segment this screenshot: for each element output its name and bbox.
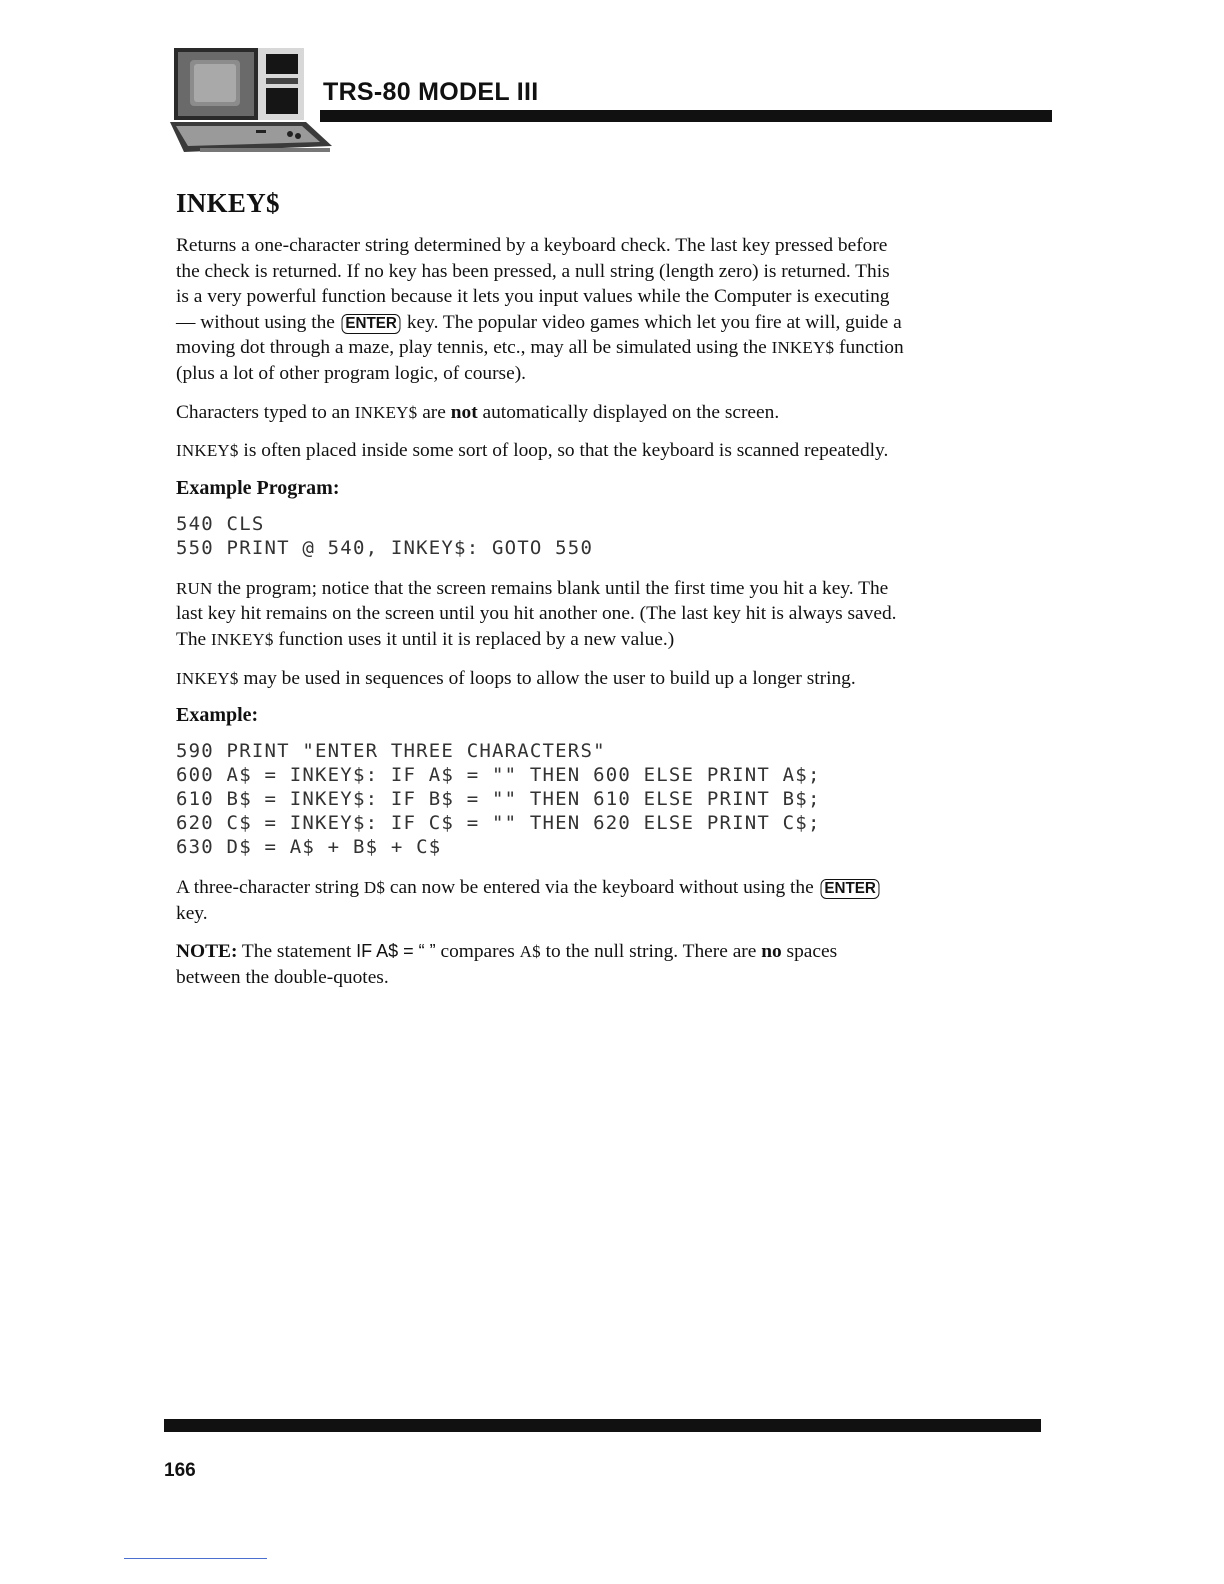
header-title: TRS-80 MODEL III: [323, 78, 539, 106]
loop-text: is often placed inside some sort of loop, so that the keyboard is scanned repeatedly.: [238, 440, 889, 462]
three-char-text-1: A three-character string: [176, 877, 364, 899]
page-header: [170, 42, 1052, 162]
intro-text-3: function (plus a lot of other program logic, of course).: [176, 337, 904, 384]
sequence-paragraph: [176, 666, 906, 692]
note-paragraph: [176, 939, 906, 990]
intro-paragraph: [176, 233, 906, 387]
note-text-4: spaces between the double-quotes.: [176, 941, 838, 988]
run-paragraph: [176, 576, 906, 653]
page-content: [176, 188, 906, 1004]
display-paragraph: [176, 400, 906, 426]
inkey-keyword: INKEY$: [176, 441, 239, 461]
code-line: 600 A$ = INKEY$: IF A$ = "" THEN 600 ELSE PRINT A$;: [176, 764, 821, 787]
inkey-keyword: INKEY$: [211, 629, 274, 649]
note-text-3: to the null string. There are: [540, 941, 762, 963]
code-line: 550 PRINT @ 540, INKEY$: GOTO 550: [176, 536, 594, 559]
code-line: 620 C$ = INKEY$: IF C$ = "" THEN 620 ELSE PRINT C$;: [176, 812, 821, 835]
emphasis-not: not: [450, 401, 478, 423]
run-text-1: the program; notice that the screen remains blank until the first time you hit a key. The last key hit remains on the screen until you hit another one. (The last key hit is always saved. The: [176, 577, 897, 650]
example-heading: Example:: [176, 704, 259, 727]
page-number: 166: [164, 1460, 196, 1481]
display-text-2: are: [417, 401, 451, 423]
note-label: NOTE:: [176, 941, 238, 963]
enter-key-icon: ENTER: [341, 314, 400, 334]
header-rule: [320, 110, 1052, 122]
note-statement: IF A$ = “ ”: [356, 941, 436, 962]
code-block-1: [176, 512, 906, 560]
example-program-heading: Example Program:: [176, 476, 340, 499]
display-text-1: Characters typed to an: [176, 401, 355, 423]
sequence-text: may be used in sequences of loops to allow the user to build up a longer string.: [238, 667, 856, 689]
loop-paragraph: [176, 438, 906, 464]
intro-text-2: key. The popular video games which let you fire at will, guide a moving dot through a maze, play tennis, etc., may all be simulated using the: [176, 311, 902, 359]
inkey-keyword: INKEY$: [771, 338, 835, 358]
run-text-2: function uses it until it is replaced by a new value.): [273, 628, 675, 650]
emphasis-no: no: [761, 941, 782, 963]
footer-rule: [164, 1419, 1041, 1432]
code-line: 630 D$ = A$ + B$ + C$: [176, 836, 442, 859]
note-text-2: compares: [435, 941, 520, 963]
bottom-divider: [124, 1558, 267, 1559]
inkey-keyword: INKEY$: [176, 668, 239, 688]
three-char-text-3: key.: [176, 902, 208, 924]
a-var-keyword: A$: [519, 942, 541, 962]
intro-text-1: Returns a one-character string determined by a keyboard check. The last key pressed before the check is returned. If no key has been pressed, a null string (length zero) is returned. This is a very powerful function because it lets you input values while the Computer is executing — without using the: [176, 235, 890, 333]
code-line: 540 CLS: [176, 512, 265, 535]
code-line: 610 B$ = INKEY$: IF B$ = "" THEN 610 ELSE PRINT B$;: [176, 788, 821, 811]
three-char-paragraph: [176, 875, 906, 926]
d-var-keyword: D$: [363, 878, 386, 898]
section-title: INKEY$: [176, 188, 280, 218]
three-char-text-2: can now be entered via the keyboard without using the: [385, 877, 819, 899]
note-text-1: The statement: [237, 941, 357, 963]
enter-key-icon: ENTER: [820, 879, 879, 899]
code-line: 590 PRINT "ENTER THREE CHARACTERS": [176, 740, 606, 763]
inkey-keyword: INKEY$: [354, 402, 418, 422]
trs80-computer-icon: [170, 42, 332, 156]
run-keyword: RUN: [176, 578, 213, 598]
code-block-2: [176, 739, 906, 859]
display-text-3: automatically displayed on the screen.: [477, 401, 780, 423]
